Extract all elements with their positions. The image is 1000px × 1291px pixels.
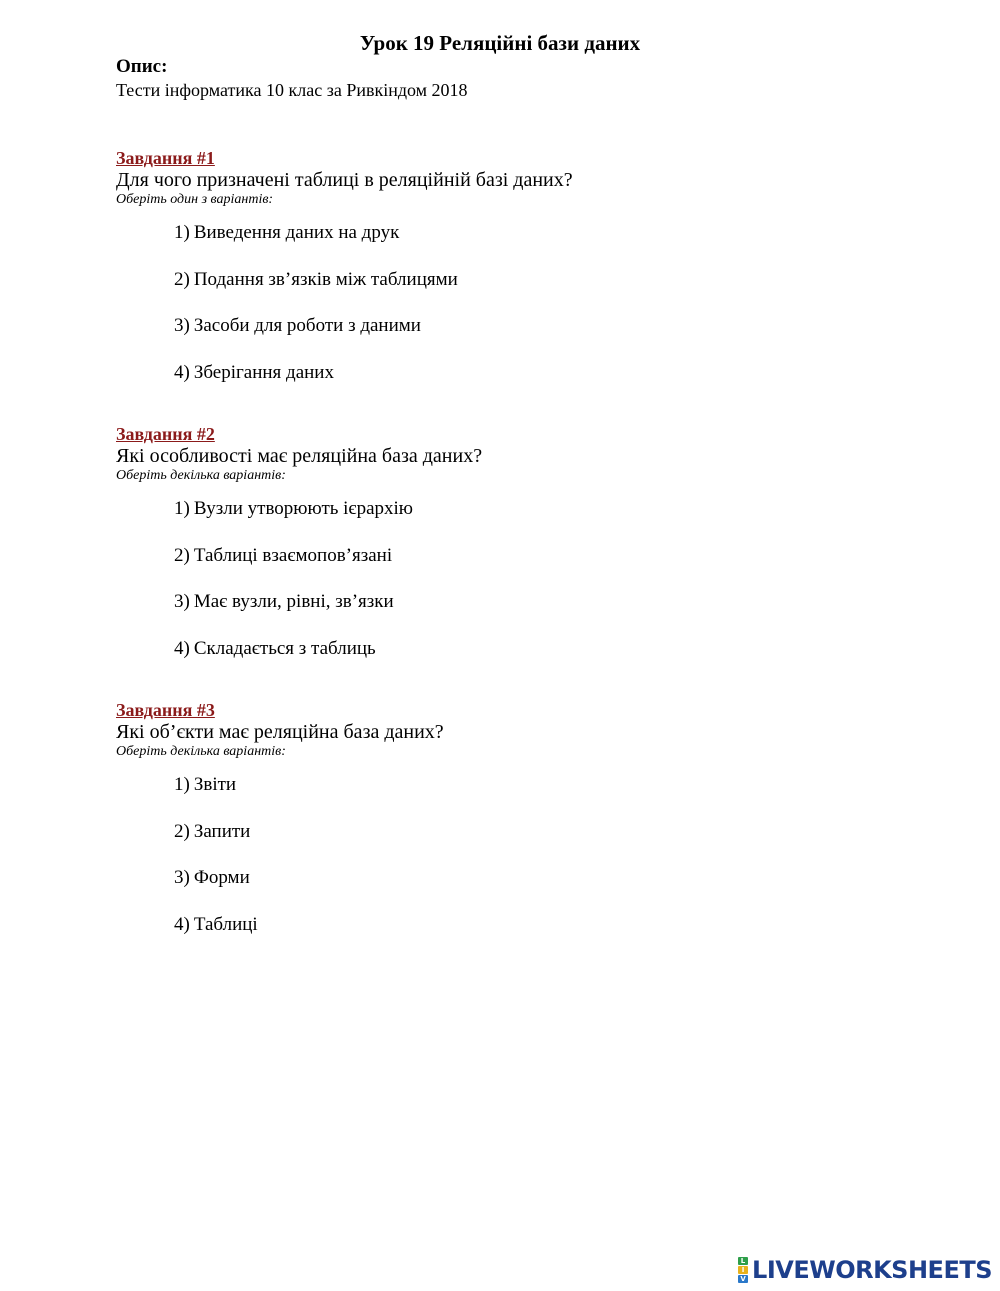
- answer-option[interactable]: [174, 544, 774, 591]
- logo-letter-i: I: [738, 1266, 748, 1274]
- option-label: Засоби для роботи з даними: [193, 315, 421, 336]
- answer-option[interactable]: [174, 913, 774, 960]
- option-label: Запити: [193, 820, 251, 842]
- answer-option[interactable]: [174, 314, 774, 361]
- option-number: 2): [174, 820, 190, 842]
- options-list: [174, 773, 774, 959]
- liveworksheets-wordmark: LIVEWORKSHEETS: [752, 1256, 992, 1284]
- answer-option[interactable]: [174, 497, 774, 544]
- liveworksheets-logo: [738, 1255, 992, 1285]
- option-label: Виведення даних на друк: [193, 222, 400, 243]
- option-number: 1): [174, 222, 190, 243]
- option-label: Складається з таблиць: [193, 637, 376, 659]
- task-1: [116, 148, 916, 383]
- logo-letter-v: V: [738, 1275, 748, 1283]
- option-label: Подання зв’язків між таблицями: [193, 268, 458, 290]
- option-label: Звіти: [193, 774, 237, 795]
- answer-option[interactable]: [174, 221, 774, 268]
- option-number: 1): [174, 774, 190, 795]
- page-title: Урок 19 Реляційні бази даних: [359, 31, 641, 55]
- answer-option[interactable]: [174, 866, 774, 913]
- answer-option[interactable]: [174, 773, 774, 820]
- description-text: Тести інформатика 10 клас за Ривкіндом 2018: [116, 80, 468, 100]
- answer-option[interactable]: [174, 361, 774, 408]
- option-label: Таблиці: [193, 913, 258, 935]
- option-number: 3): [174, 315, 190, 336]
- option-number: 2): [174, 544, 190, 566]
- task-hint: Оберіть один з варіантів:: [116, 192, 274, 207]
- task-question: Які об’єкти має реляційна база даних?: [116, 721, 444, 743]
- option-number: 4): [174, 361, 190, 383]
- answer-option[interactable]: [174, 820, 774, 867]
- answer-option[interactable]: [174, 268, 774, 315]
- option-number: 1): [174, 498, 190, 519]
- option-number: 3): [174, 867, 190, 888]
- option-number: 4): [174, 913, 190, 935]
- task-hint: Оберіть декілька варіантів:: [116, 744, 286, 759]
- task-heading: Завдання #1: [116, 148, 215, 168]
- option-number: 4): [174, 637, 190, 659]
- task-3: [116, 700, 916, 935]
- option-label: Має вузли, рівні, зв’язки: [193, 591, 394, 612]
- option-label: Форми: [193, 867, 250, 888]
- task-question: Для чого призначені таблиці в реляційній базі даних?: [116, 169, 573, 191]
- option-number: 3): [174, 591, 190, 612]
- task-question: Які особливості має реляційна база даних?: [116, 445, 483, 467]
- task-heading: Завдання #3: [116, 700, 215, 720]
- task-heading: Завдання #2: [116, 424, 215, 444]
- task-2: [116, 424, 916, 659]
- answer-option[interactable]: [174, 590, 774, 637]
- option-label: Таблиці взаємопов’язані: [193, 544, 393, 566]
- option-number: 2): [174, 268, 190, 290]
- option-label: Зберігання даних: [193, 361, 334, 383]
- liveworksheets-icon: [738, 1257, 748, 1283]
- task-hint: Оберіть декілька варіантів:: [116, 468, 286, 483]
- description-label: Опис:: [116, 56, 168, 77]
- options-list: [174, 221, 774, 407]
- answer-option[interactable]: [174, 637, 774, 684]
- option-label: Вузли утворюють ієрархію: [193, 498, 413, 519]
- logo-letter-l: L: [738, 1257, 748, 1265]
- options-list: [174, 497, 774, 683]
